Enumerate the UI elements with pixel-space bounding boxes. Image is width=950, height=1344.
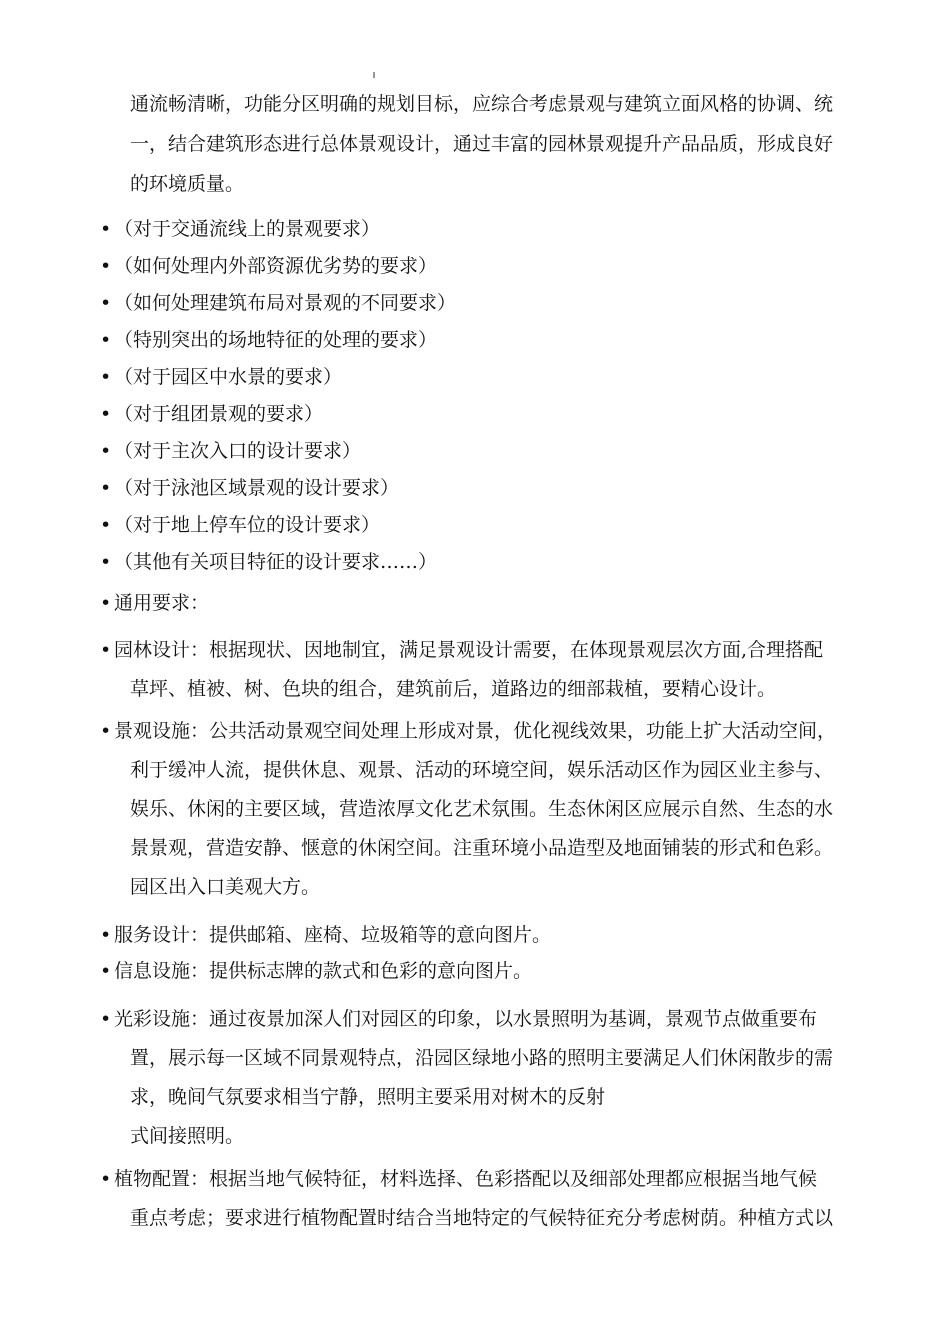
lighting-line-4: 式间接照明。	[130, 1125, 245, 1147]
facilities-line-1	[100, 717, 836, 745]
requirement-item	[100, 437, 361, 465]
lighting-line-2: 置，展示每一区域不同景观特点，沿园区绿地小路的照明主要满足人们休闲散步的需	[130, 1047, 834, 1069]
info-text: 信息设施：提供标志牌的款式和色彩的意向图片。	[114, 960, 533, 982]
intro-line-2: 一，结合建筑形态进行总体景观设计，通过丰富的园林景观提升产品品质，形成良好	[130, 133, 834, 155]
requirement-text: （如何处理建筑布局对景观的不同要求）	[114, 292, 457, 314]
general-heading	[100, 589, 209, 617]
requirement-item	[100, 326, 437, 354]
requirement-item	[100, 511, 380, 539]
facilities-line-2: 利于缓冲人流，提供休息、观景、活动的环境空间，娱乐活动区作为园区业主参与、	[130, 759, 834, 781]
facilities-line-5: 园区出入口美观大方。	[130, 876, 321, 898]
facilities-line-3: 娱乐、休闲的主要区域，营造浓厚文化艺术氛围。生态休闲区应展示自然、生态的水	[130, 798, 834, 820]
bullet-icon: •	[100, 720, 112, 742]
bullet-icon: •	[100, 218, 112, 240]
lighting-text: 光彩设施：通过夜景加深人们对园区的印象，以水景照明为基调，景观节点做重要布	[114, 1008, 818, 1030]
bullet-icon: •	[100, 403, 112, 425]
requirement-text: （对于泳池区域景观的设计要求）	[114, 477, 400, 499]
bullet-icon: •	[100, 1008, 112, 1030]
bullet-icon: •	[100, 924, 112, 946]
requirement-item	[100, 252, 437, 280]
intro-line-3: 的环境质量。	[130, 173, 245, 195]
plants-line-2: 重点考虑；要求进行植物配置时结合当地特定的气候特征充分考虑树荫。种植方式以	[130, 1207, 834, 1229]
plants-line-1	[100, 1165, 817, 1193]
facilities-line-4: 景景观，营造安静、惬意的休闲空间。注重环境小品造型及地面铺装的形式和色彩。	[130, 837, 834, 859]
requirement-text: （对于园区中水景的要求）	[114, 366, 343, 388]
bullet-icon: •	[100, 592, 112, 614]
bullet-icon: •	[100, 255, 112, 277]
requirement-item	[100, 363, 342, 391]
garden-line-2: 草坪、植被、树、色块的组合，建筑前后，道路边的细部栽植，要精心设计。	[130, 678, 777, 700]
lighting-line-1	[100, 1005, 817, 1033]
requirement-item	[100, 400, 323, 428]
requirement-text: （对于主次入口的设计要求）	[114, 440, 362, 462]
bullet-icon: •	[100, 366, 112, 388]
requirement-item	[100, 548, 437, 576]
requirement-text: （其他有关项目特征的设计要求……）	[114, 551, 438, 573]
requirement-item	[100, 474, 399, 502]
general-heading-text: 通用要求：	[114, 592, 210, 614]
intro-line-1: 通流畅清晰，功能分区明确的规划目标，应综合考虑景观与建筑立面风格的协调、统	[130, 93, 834, 115]
garden-line-1	[100, 636, 823, 664]
info-line	[100, 957, 532, 985]
bullet-icon: •	[100, 639, 112, 661]
page-mark	[373, 72, 375, 78]
requirement-text: （对于地上停车位的设计要求）	[114, 514, 381, 536]
requirement-text: （如何处理内外部资源优劣势的要求）	[114, 255, 438, 277]
bullet-icon: •	[100, 551, 112, 573]
service-line	[100, 921, 551, 949]
garden-text: 园林设计：根据现状、因地制宜，满足景观设计需要，在体现景观层次方面,合理搭配	[114, 639, 824, 661]
requirement-item	[100, 289, 456, 317]
bullet-icon: •	[100, 514, 112, 536]
requirement-item	[100, 215, 380, 243]
lighting-line-3: 求，晚间气氛要求相当宁静，照明主要采用对树木的反射	[130, 1086, 606, 1108]
bullet-icon: •	[100, 1168, 112, 1190]
bullet-icon: •	[100, 477, 112, 499]
service-text: 服务设计：提供邮箱、座椅、垃圾箱等的意向图片。	[114, 924, 552, 946]
requirement-text: （对于组团景观的要求）	[114, 403, 324, 425]
facilities-text: 景观设施：公共活动景观空间处理上形成对景，优化视线效果，功能上扩大活动空间，	[114, 720, 837, 742]
bullet-icon: •	[100, 329, 112, 351]
bullet-icon: •	[100, 292, 112, 314]
requirement-text: （特别突出的场地特征的处理的要求）	[114, 329, 438, 351]
bullet-icon: •	[100, 440, 112, 462]
plants-text: 植物配置：根据当地气候特征，材料选择、色彩搭配以及细部处理都应根据当地气候	[114, 1168, 818, 1190]
bullet-icon: •	[100, 960, 112, 982]
requirement-text: （对于交通流线上的景观要求）	[114, 218, 381, 240]
